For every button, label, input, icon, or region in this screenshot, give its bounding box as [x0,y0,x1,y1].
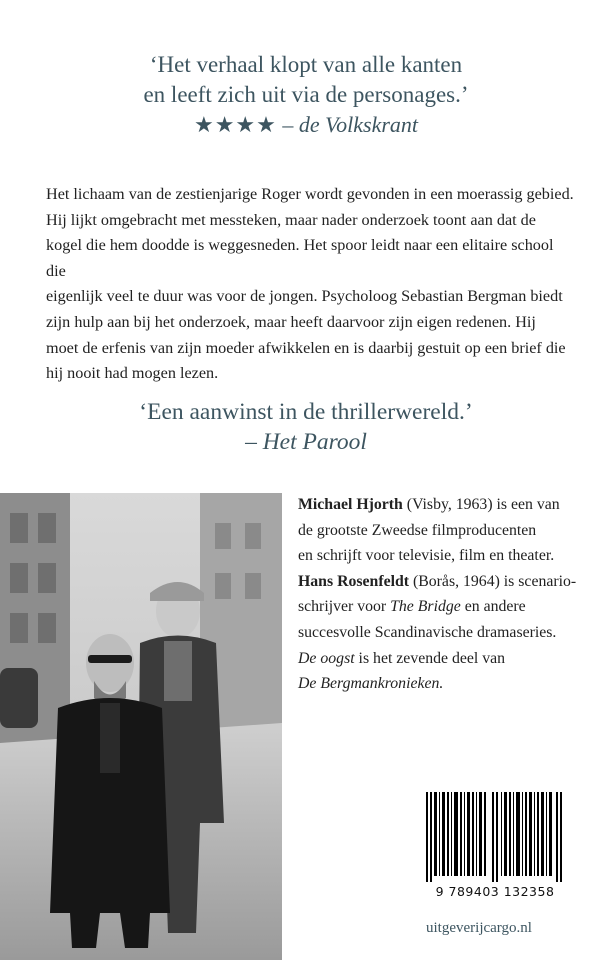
bio-line [298,671,598,697]
blurb-line: kogel die hem doodde is weggesneden. Het spoor leidt naar een elitaire school die [46,236,554,280]
bio-line [298,569,598,595]
bio-text: en andere [460,598,526,616]
author-photo-illustration [0,493,282,960]
bio-line: en schrijft voor televisie, film en theater. [298,547,555,565]
bio-text: (Visby, 1963) is een van [402,496,560,513]
bio-line: succesvolle Scandinavische dramaseries. [298,623,557,641]
review-quote-top [0,50,612,140]
blurb-line: zijn hulp aan bij het onderzoek, maar heeft daarvoor zijn eigen redenen. Hij [46,312,536,331]
show-title: The Bridge [390,598,461,616]
blurb-line: eigenlijk veel te duur was voor de jongen. Psycholoog Sebastian Bergman biedt [46,287,563,306]
review-quote-bottom [0,397,612,457]
publisher-url: uitgeverijcargo.nl [426,920,532,936]
bio-text: (Borås, 1964) is scenario- [409,572,577,590]
attribution-source: de Volkskrant [298,112,419,137]
quote-attribution [0,110,612,140]
barcode-bars [424,792,566,882]
bio-line [298,646,598,672]
rating-stars: ★★★★ [193,112,277,137]
blurb-line: moet de erfenis van zijn moeder afwikkelen en is daarbij gestuit op een brief die [46,338,566,357]
bio-text: schrijver voor [298,598,391,616]
bio-line: de grootste Zweedse filmproducenten [298,521,537,539]
quote-line: en leeft zich uit via de personages.’ [143,82,469,107]
quote-attribution: – Het Parool [245,429,367,455]
author-name: Hans Rosenfeldt [298,572,410,590]
isbn-number: 9 789403 132358 [435,884,555,899]
author-bio [298,492,598,697]
author-photo [0,493,282,960]
blurb-line: Hij lijkt omgebracht met messteken, maar nader onderzoek toont aan dat de [46,210,536,229]
blurb-line: hij nooit had mogen lezen. [46,364,219,383]
bio-line [298,594,598,620]
series-title: De Bergmankronieken. [298,675,444,693]
author-name: Michael Hjorth [298,496,403,513]
blurb-line: Het lichaam van de zestienjarige Roger wordt gevonden in een moerassig gebied. [46,185,574,203]
bio-line [298,492,598,518]
quote-line: ‘Een aanwinst in de thrillerwereld.’ [139,399,473,425]
quote-line: ‘Het verhaal klopt van alle kanten [149,52,463,77]
book-blurb [46,182,576,387]
book-title: De oogst [298,649,355,667]
attribution-dash: – [282,112,294,137]
bio-text: is het zevende deel van [354,649,506,667]
